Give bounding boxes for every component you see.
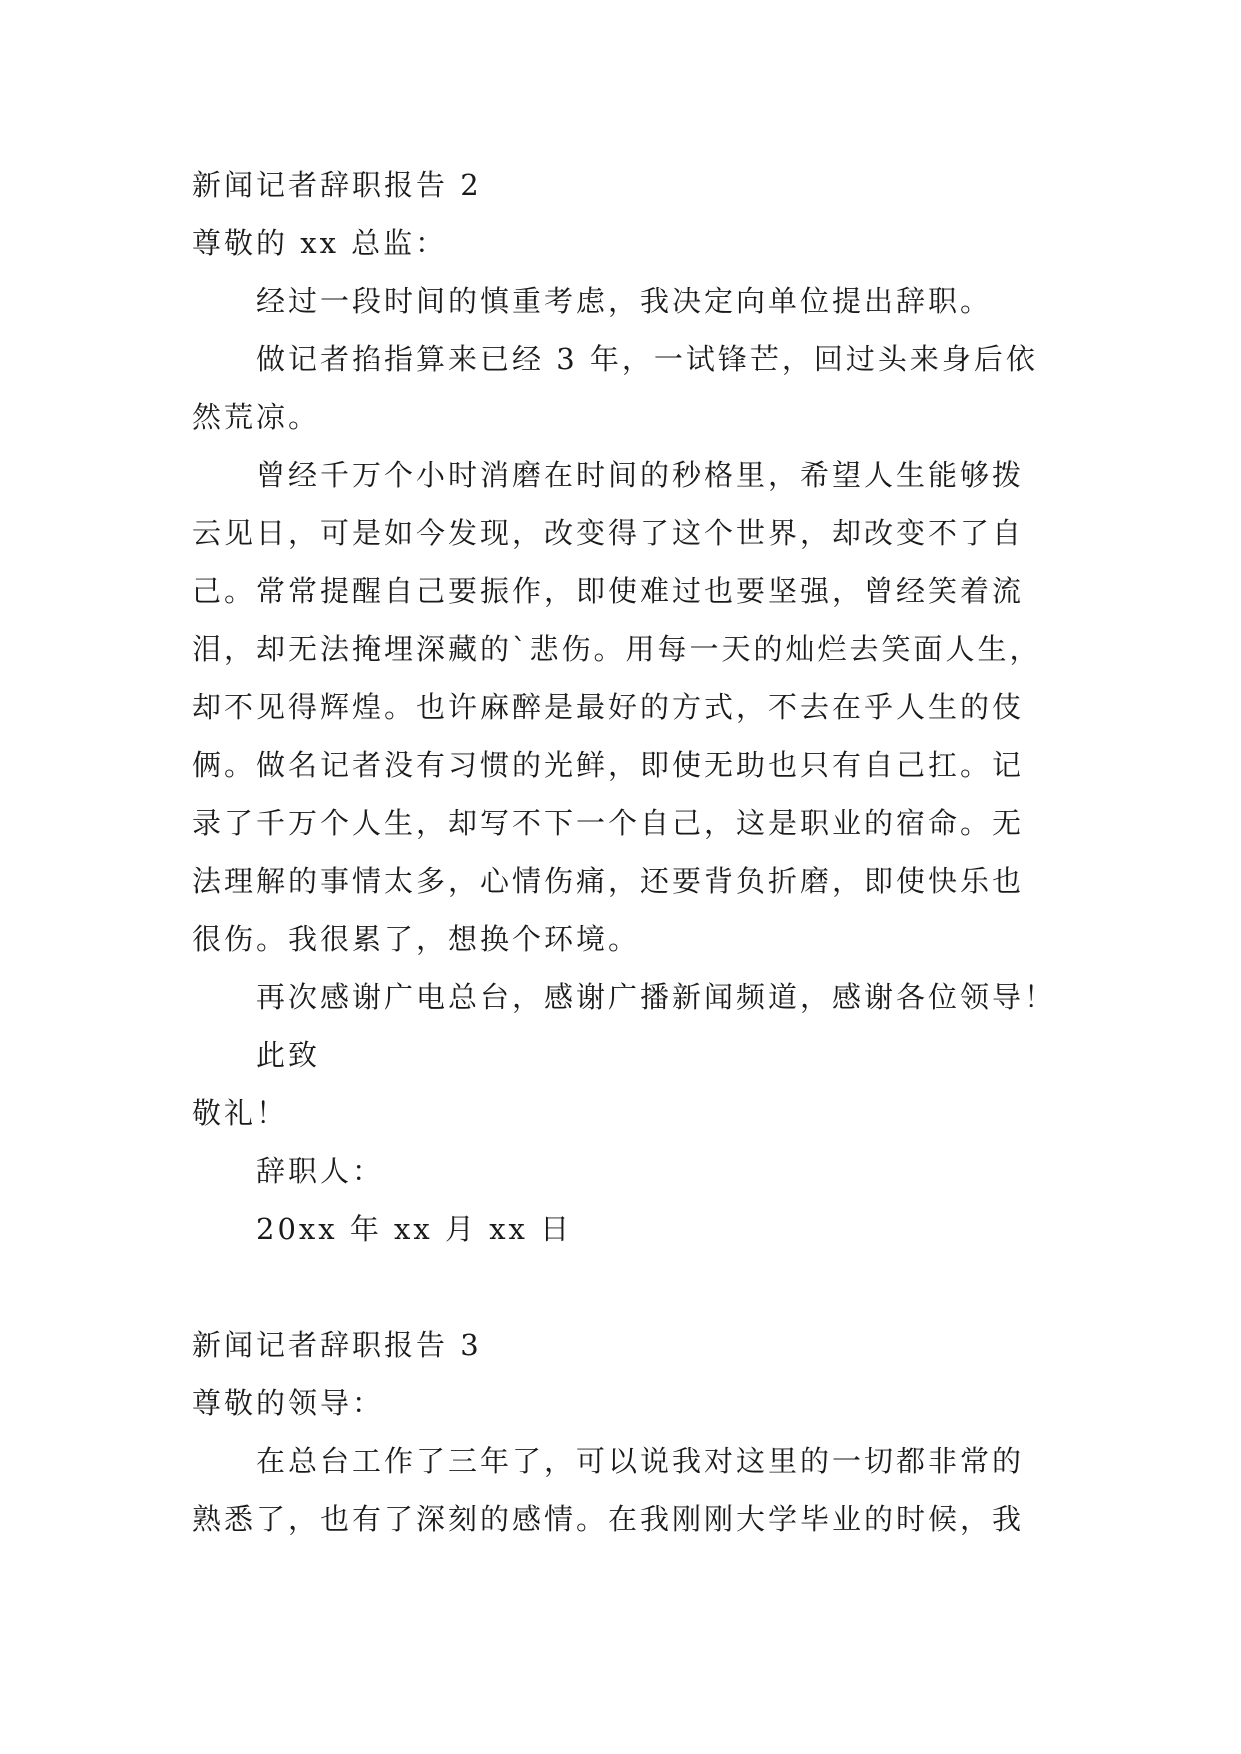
paragraph-line: 在总台工作了三年了，可以说我对这里的一切都非常的 xyxy=(256,1444,1025,1478)
paragraph-line: 泪，却无法掩埋深藏的`悲伤。用每一天的灿烂去笑面人生， xyxy=(192,632,1042,666)
salutation: 尊敬的领导： xyxy=(192,1386,385,1420)
paragraph-line: 然荒凉。 xyxy=(192,400,321,434)
paragraph-line: 却不见得辉煌。也许麻醉是最好的方式，不去在乎人生的伎 xyxy=(192,690,1025,724)
paragraph-line: 录了千万个人生，却写不下一个自己，这是职业的宿命。无 xyxy=(192,806,1025,840)
section-title: 新闻记者辞职报告 2 xyxy=(192,168,482,202)
signature-line: 辞职人： xyxy=(256,1154,385,1188)
closing-line: 此致 xyxy=(256,1038,321,1072)
paragraph-line: 法理解的事情太多，心情伤痛，还要背负折磨，即使快乐也 xyxy=(192,864,1025,898)
document-page xyxy=(192,156,1056,1548)
paragraph-line: 俩。做名记者没有习惯的光鲜，即使无助也只有自己扛。记 xyxy=(192,748,1025,782)
paragraph-line: 己。常常提醒自己要振作，即使难过也要坚强，曾经笑着流 xyxy=(192,574,1025,608)
paragraph-line: 做记者掐指算来已经 3 年，一试锋芒，回过头来身后依 xyxy=(256,342,1038,376)
paragraph-line: 云见日，可是如今发现，改变得了这个世界，却改变不了自 xyxy=(192,516,1025,550)
section-spacer xyxy=(192,1258,1056,1316)
salutation: 尊敬的 xx 总监： xyxy=(192,226,448,260)
paragraph-line: 熟悉了，也有了深刻的感情。在我刚刚大学毕业的时候，我 xyxy=(192,1502,1025,1536)
paragraph-line: 很伤。我很累了，想换个环境。 xyxy=(192,922,641,956)
thanks-line: 再次感谢广电总台，感谢广播新闻频道，感谢各位领导！ xyxy=(256,980,1057,1014)
paragraph-line: 曾经千万个小时消磨在时间的秒格里，希望人生能够拨 xyxy=(256,458,1025,492)
section-title: 新闻记者辞职报告 3 xyxy=(192,1328,482,1362)
date-line: 20xx 年 xx 月 xx 日 xyxy=(256,1212,573,1246)
paragraph: 经过一段时间的慎重考虑，我决定向单位提出辞职。 xyxy=(256,284,993,318)
closing-line: 敬礼！ xyxy=(192,1096,289,1130)
